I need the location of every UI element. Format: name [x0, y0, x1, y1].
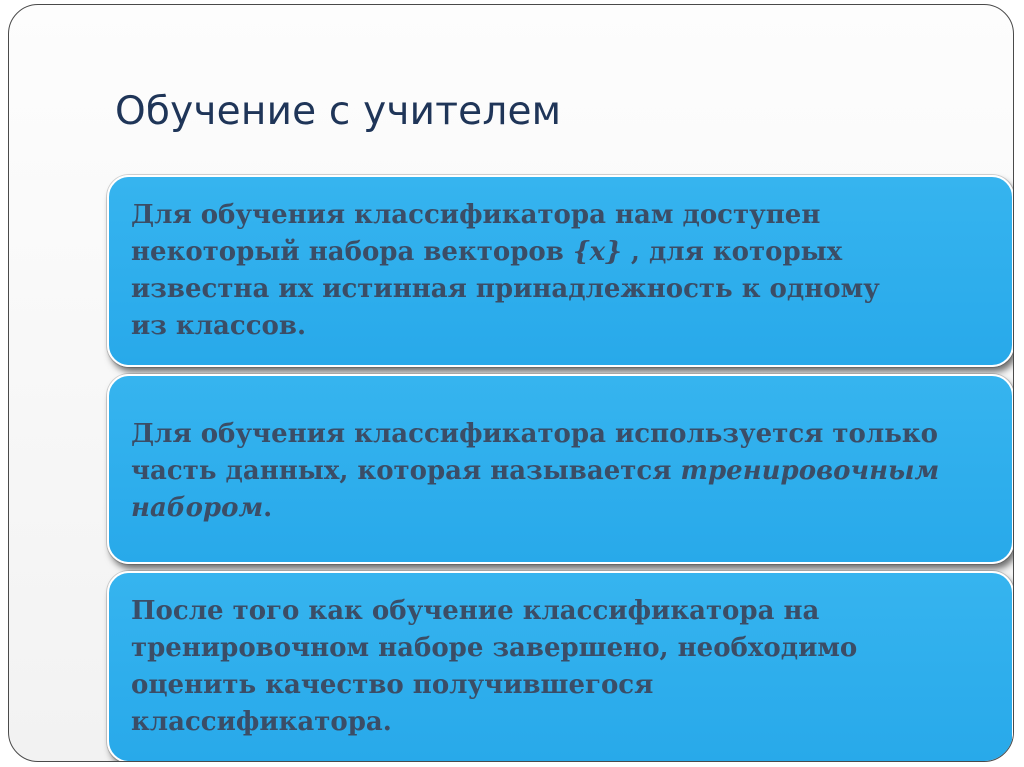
text-card-1: [107, 175, 1014, 367]
card-1-line-2: [131, 234, 992, 271]
card-3-line-2: [131, 630, 992, 667]
card-3-line-1-text: После того как обучение классификатора на: [131, 596, 820, 626]
slide: [8, 4, 1014, 762]
card-3-line-4-text: классификатора.: [131, 707, 392, 737]
card-2-line-1-text: Для обучения классификатора используется только: [131, 419, 938, 449]
card-1-line-1-text: Для обучения классификатора нам доступен: [131, 200, 821, 230]
text-card-3: [107, 571, 1014, 762]
set-term: набором: [131, 493, 264, 523]
card-2-line-1: [131, 416, 992, 453]
card-2-line-2: [131, 453, 992, 490]
card-3-line-4: [131, 704, 992, 741]
card-1-line-2-text-a: некоторый набора векторов: [131, 237, 573, 267]
card-1-line-2-text-b: , для которых: [621, 237, 843, 267]
card-3-line-2-text: тренировочном наборе завершено, необходимо: [131, 633, 858, 663]
card-1-line-3-text: известна их истинная принадлежность к одному: [131, 274, 880, 304]
vector-set-symbol: {x}: [572, 237, 622, 267]
card-2-line-2-text: часть данных, которая называется: [131, 456, 681, 486]
text-card-2: [107, 374, 1014, 564]
card-2-line-3: [131, 490, 992, 527]
card-2-line-3-period: .: [263, 493, 273, 523]
card-3-line-3: [131, 667, 992, 704]
card-1-line-4-text: из классов.: [131, 311, 307, 341]
card-1-line-1: [131, 197, 992, 234]
card-3-line-1: [131, 593, 992, 630]
training-term: тренировочным: [680, 456, 940, 486]
card-3-line-3-text: оценить качество получившегося: [131, 670, 654, 700]
slide-title: Обучение с учителем: [115, 89, 562, 134]
card-1-line-3: [131, 271, 992, 308]
card-1-line-4: [131, 308, 992, 345]
